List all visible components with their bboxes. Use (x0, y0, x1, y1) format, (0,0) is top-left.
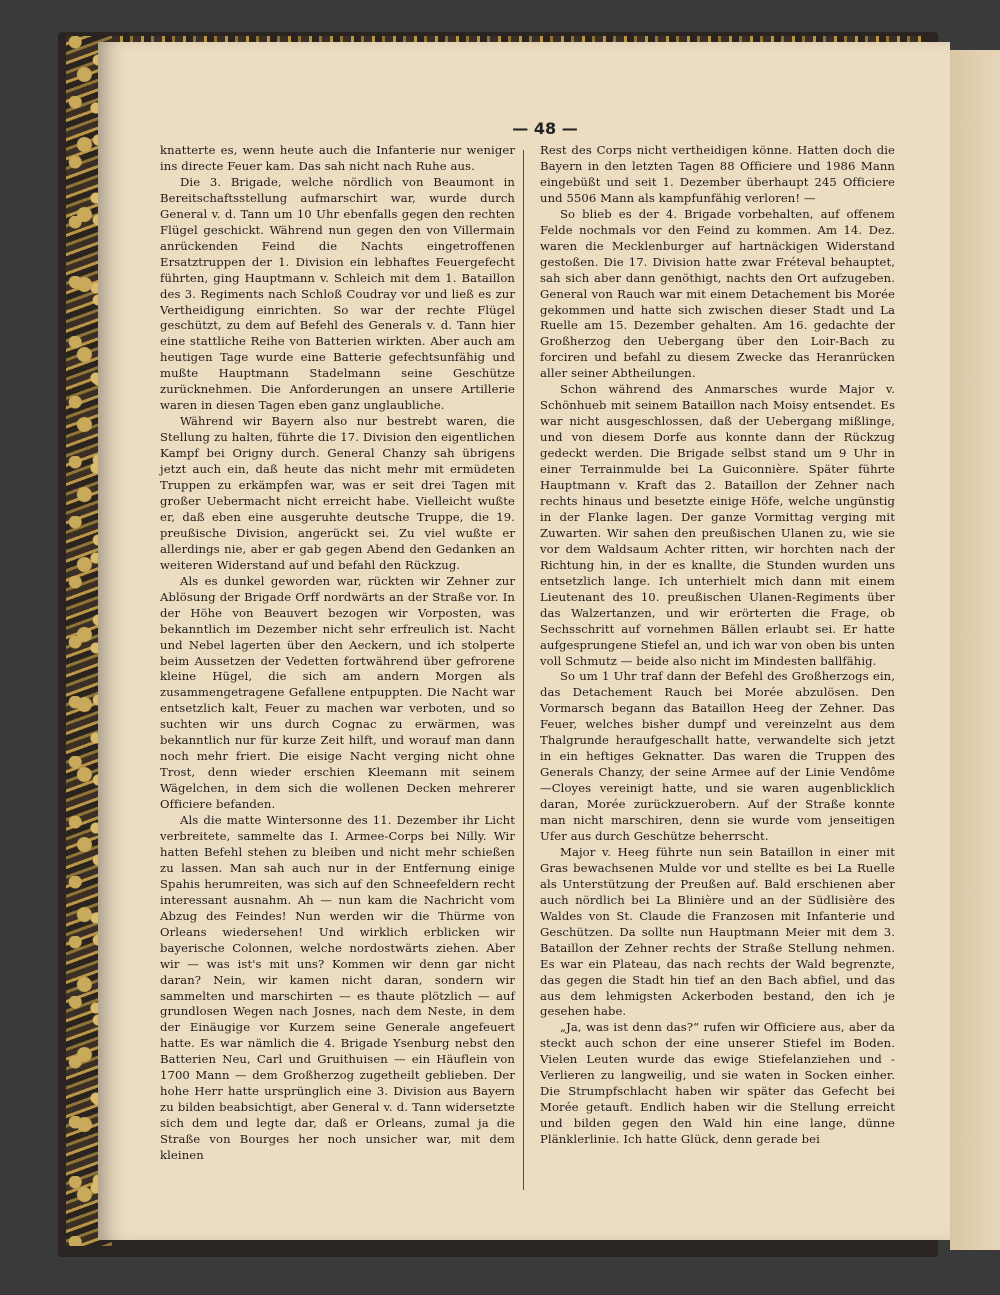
paragraph: Als es dunkel geworden war, rückten wir Zehner zur Ablösung der Brigade Orff nordwärts an der Straße vor. In der Höhe von Beauvert bezogen wir Vorposten, was bekanntlich im Dezember nicht sehr erfreulich ist. Nacht und Nebel lagerten über den Aeckern, und ich stolperte beim Aussetzen der Vedetten fortwährend über gefrorene kleine Hügel, die sich am andern Morgen als zusammengetragene Gefallene entpuppten. Die Nacht war entsetzlich kalt, Feuer zu machen war verboten, und so suchten wir uns durch Cognac zu erwärmen, was bekanntlich nur für kurze Zeit hilft, und worauf man dann noch mehr friert. Die eisige Nacht verging nicht ohne Trost, denn wieder erschien Kleemann mit seinem Wägelchen, in dem sich die wollenen Decken mehrerer Officiere befanden. (160, 573, 515, 812)
paragraph: „Ja, was ist denn das?“ rufen wir Officiere aus, aber da steckt auch schon der eine unserer Stiefel im Boden. Vielen Leuten wurde das ewige Stiefelanziehen und -Verlieren zu langweilig, und sie waten in Socken einher. Die Strumpfschlacht haben wir später das Gefecht bei Morée getauft. Endlich haben wir die Stellung erreicht und bilden gegen den Wald hin eine lange, dünne Plänklerlinie. Ich hatte Glück, denn gerade bei (540, 1020, 895, 1147)
paragraph: knatterte es, wenn heute auch die Infanterie nur weniger ins directe Feuer kam. Das sah nicht nach Ruhe aus. (160, 143, 515, 173)
paragraph: Rest des Corps nicht vertheidigen könne. Hatten doch die Bayern in den letzten Tagen 88 Officiere und 1986 Mann eingebüßt und seit 1. Dezember überhaupt 245 Officiere und 5506 Mann als kampfunfähig verloren! — (540, 143, 895, 205)
paragraph: Die 3. Brigade, welche nördlich von Beaumont in Bereitschaftsstellung aufmarschirt war, wurde durch General v. d. Tann um 10 Uhr ebenfalls gegen den rechten Flügel geschickt. Während nun gegen den von Villermain anrückenden Feind die Nachts eingetroffenen Ersatztruppen der 1. Division ein lebhaftes Feuergefecht führten, ging Hauptmann v. Schleich mit dem 1. Bataillon des 3. Regiments nach Schloß Coudray vor und ließ es zur Vertheidigung einrichten. So war der rechte Flügel geschützt, zu dem auf Befehl des Generals v. d. Tann hier eine stattliche Reihe von Batterien wirkten. Aber auch am heutigen Tage wurde eine Batterie gefechtsunfähig und mußte Hauptmann Stadelmann seine Geschütze zurücknehmen. Die Anforderungen an unsere Artillerie waren in diesen Tagen eben ganz unglaubliche. (160, 174, 515, 413)
column-divider (523, 150, 524, 1190)
right-text-column (540, 143, 895, 1148)
paragraph: Als die matte Wintersonne des 11. Dezember ihr Licht verbreitete, sammelte das I. Armee-Corps bei Nilly. Wir hatten Befehl stehen zu bleiben und nicht mehr schießen zu lassen. Man sah auch nur in der Entfernung einige Spahis herumreiten, was sich auf den Schneefeldern recht interessant ausnahm. Ah — nun kam die Nachricht vom Abzug des Feindes! Nun werden wir die Thürme von Orleans wiedersehen! Und wirklich erblicken wir bayerische Colonnen, welche nordostwärts ziehen. Aber wir — was ist's mit uns? Kommen wir denn gar nicht daran? Nein, wir kamen nicht daran, sondern wir sammelten und marschirten — es thaute plötzlich — auf grundlosen Wegen nach Josnes, nach dem Neste, in dem der Einäugige vor Kurzem seine Generale angefeuert hatte. Es war nämlich die 4. Brigade Ysenburg nebst den Batterien Neu, Carl und Gruithuisen — ein Häuflein von 1700 Mann — dem Großherzog zugetheilt geblieben. Der hohe Herr hatte ursprünglich eine 3. Division aus Bayern zu bilden beabsichtigt, aber General v. d. Tann widersetzte sich dem und legte dar, daß er Orleans, zumal ja die Straße von Bourges her noch unsicher war, mit dem kleinen (160, 813, 515, 1163)
left-text-column (160, 143, 515, 1164)
paragraph: Während wir Bayern also nur bestrebt waren, die Stellung zu halten, führte die 17. Division den eigentlichen Kampf bei Origny durch. General Chanzy sah übrigens jetzt auch ein, daß heute das nicht mehr mit ermüdeten Truppen zu erkämpfen war, was er seit drei Tagen mit großer Uebermacht nicht erreicht habe. Vielleicht wußte er, daß eben eine ausgeruhte deutsche Truppe, die 19. preußische Division, angerückt sei. Zu viel wußte er allerdings nie, aber er gab gegen Abend den Gedanken an weiteren Widerstand auf und befahl den Rückzug. (160, 414, 515, 572)
paragraph: Major v. Heeg führte nun sein Bataillon in einer mit Gras bewachsenen Mulde vor und stellte es bei La Ruelle als Unterstützung der Preußen auf. Bald erschienen aber auch nördlich bei La Blinière und an der Südlisière des Waldes von St. Claude die Franzosen mit Infanterie und Geschützen. Da sollte nun Hauptmann Meier mit dem 3. Bataillon der Zehner rechts der Straße Stellung nehmen. Es war ein Plateau, das nach rechts der Wald begrenzte, das gegen die Stadt hin tief an den Bach abfiel, und das aus dem lehmigsten Ackerboden bestand, den ich je gesehen habe. (540, 844, 895, 1019)
facing-page-edge (950, 50, 1000, 1250)
paragraph: So um 1 Uhr traf dann der Befehl des Großherzogs ein, das Detachement Rauch bei Morée abzulösen. Den Vormarsch begann das Bataillon Heeg der Zehner. Das Feuer, welches bisher dumpf und vereinzelnt aus dem Thalgrunde heraufgeschallt hatte, verwandelte sich jetzt in ein heftiges Geknatter. Das waren die Truppen des Generals Chanzy, der seine Armee auf der Linie Vendôme—Cloyes vereinigt hatte, und sie waren augenblicklich daran, Morée zurückzuerobern. Auf der Straße konnte man nicht marschiren, denn sie wurde vom jenseitigen Ufer aus durch Geschütze beherrscht. (540, 669, 895, 843)
paragraph: So blieb es der 4. Brigade vorbehalten, auf offenem Felde nochmals vor den Feind zu kommen. Am 14. Dez. waren die Mecklenburger auf hartnäckigen Widerstand gestoßen. Die 17. Division hatte zwar Fréteval behauptet, sah sich aber dann genöthigt, nachts den Ort aufzugeben. General von Rauch war mit einem Detachement bis Morée gekommen und hatte sich zwischen dieser Stadt und La Ruelle am 15. Dezember gehalten. Am 16. gedachte der Großherzog den Uebergang über den Loir-Bach zu forciren und befahl zu diesem Zwecke das Heranrücken aller seiner Abtheilungen. (540, 206, 895, 381)
paragraph: Schon während des Anmarsches wurde Major v. Schönhueb mit seinem Bataillon nach Moisy entsendet. Es war nicht ausgeschlossen, daß der Uebergang mißlinge, und von diesem Dorfe aus konnte dann der Rückzug gedeckt werden. Die Brigade selbst stand um 9 Uhr in einer Terrainmulde bei La Guiconnière. Später führte Hauptmann v. Kraft das 2. Bataillon der Zehner nach rechts hinaus und besetzte einige Höfe, welche ungünstig in der Flanke lagen. Der ganze Vormittag verging mit Zuwarten. Wir sahen den preußischen Ulanen zu, wie sie vor dem Waldsaum Achter ritten, wir horchten nach der Richtung hin, in der es knallte, die Stunden wurden uns entsetzlich lange. Ich unterhielt mich dann mit einem Lieutenant des 10. preußischen Ulanen-Regiments über das Walzertanzen, und wir erörterten die Frage, ob Sechsschritt auf vornehmen Bällen erlaubt sei. Er hatte aufgesprungene Stiefel an, und ich war von oben bis unten voll Schmutz — beide also nicht im Mindesten ballfähig. (540, 382, 895, 668)
page-number: — 48 — (512, 119, 578, 138)
